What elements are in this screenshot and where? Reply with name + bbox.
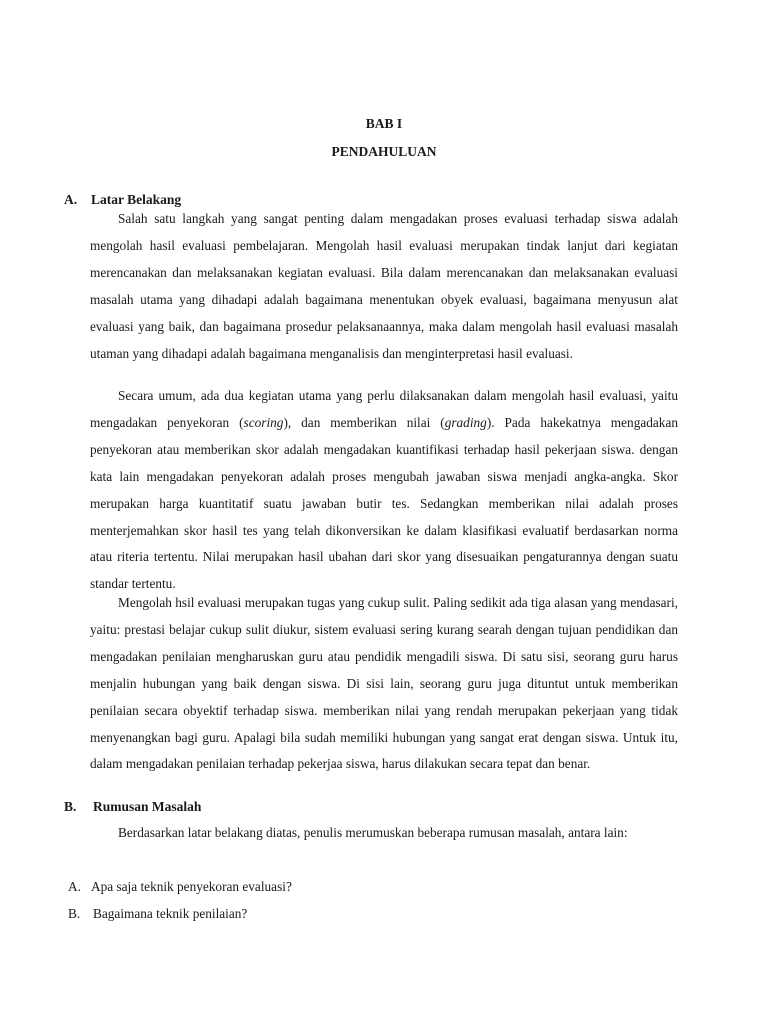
paragraph-rumusan-intro: Berdasarkan latar belakang diatas, penulis merumuskan beberapa rumusan masalah, antara lain:	[118, 825, 628, 840]
chapter-title: PENDAHULUAN	[331, 144, 437, 159]
list-marker: B.	[68, 906, 81, 921]
chapter-number: BAB I	[365, 116, 403, 131]
section-heading-rumusan-masalah	[64, 799, 201, 815]
section-marker: A.	[64, 192, 78, 207]
list-item	[68, 879, 292, 895]
paragraph-latar-belakang-1: Salah satu langkah yang sangat penting dalam mengadakan proses evaluasi terhadap siswa adalah mengolah hasil evaluasi pembelajaran. Mengolah hasil evaluasi merupakan tindak lanjut dari kegiatan merencanakan dan melaksanakan kegiatan evaluasi. Bila dalam merencanakan dan melaksanakan evaluasi masalah utama yang dihadapi adalah bagaimana menentukan obyek evaluasi, bagaimana menyusun alat evaluasi yang baik, dan bagaimana prosedur pelaksanaannya, maka dalam mengolah hasil evaluasi masalah utaman yang dihadapi adalah bagaimana menganalisis dan menginterpretasi hasil evaluasi.	[90, 211, 678, 361]
list-item	[68, 906, 247, 922]
paragraph-latar-belakang-3: Mengolah hsil evaluasi merupakan tugas yang cukup sulit. Paling sedikit ada tiga alasan yang mendasari, yaitu: prestasi belajar cukup sulit diukur, sistem evaluasi sering kurang searah dengan tujuan pendidikan dan mengadakan penilaian mengharuskan guru atau pendidik mengadili siswa. Di satu sisi, seorang guru harus menjalin hubungan yang baik dengan siswa. Di sisi lain, seorang guru juga dituntut untuk memberikan penilaian secara obyektif terhadap siswa. memberikan nilai yang rendah merupakan pekerjaan yang tidak menyenangkan bagi guru. Apalagi bila sudah memiliki hubungan yang sangat erat dengan siswa. Untuk itu, dalam mengadakan penilaian terhadap pekerjaa siswa, harus dilakukan secara tepat dan benar.	[90, 595, 678, 772]
term-scoring: scoring	[243, 414, 284, 430]
paragraph-text: ), dan memberikan nilai (	[283, 414, 445, 430]
list-text: Apa saja teknik penyekoran evaluasi?	[91, 879, 292, 894]
list-marker: A.	[68, 879, 81, 894]
section-title: Rumusan Masalah	[93, 799, 202, 814]
paragraph-latar-belakang-2	[90, 383, 678, 598]
term-grading: grading	[444, 414, 487, 430]
paragraph-text: ). Pada hakekatnya mengadakan penyekoran atau memberikan skor adalah mengadakan kuantifikasi terhadap hasil pekerjaan siswa. dengan kata lain mengadakan penyekoran adalah proses mengubah jawaban siswa menjadi angka-angka. Skor merupakan harga kuantitatif suatu jawaban butir tes. Sedangkan memberikan nilai adalah proses menterjemahkan skor hasil tes yang telah dikonversikan ke dalam klasifikasi evaluatif berdasarkan norma atau riteria tertentu. Nilai merupakan hasil ubahan dari skor yang disesuaikan pengaturannya dengan suatu standar tertentu.	[90, 414, 678, 592]
paragraph-text: Secara umum, ada dua kegiatan utama yang perlu dilaksanakan dalam mengolah hasil evaluasi, yaitu mengadakan penyekoran (	[90, 388, 678, 430]
section-title: Latar Belakang	[91, 192, 182, 207]
section-marker: B.	[64, 799, 77, 814]
list-text: Bagaimana teknik penilaian?	[93, 906, 248, 921]
